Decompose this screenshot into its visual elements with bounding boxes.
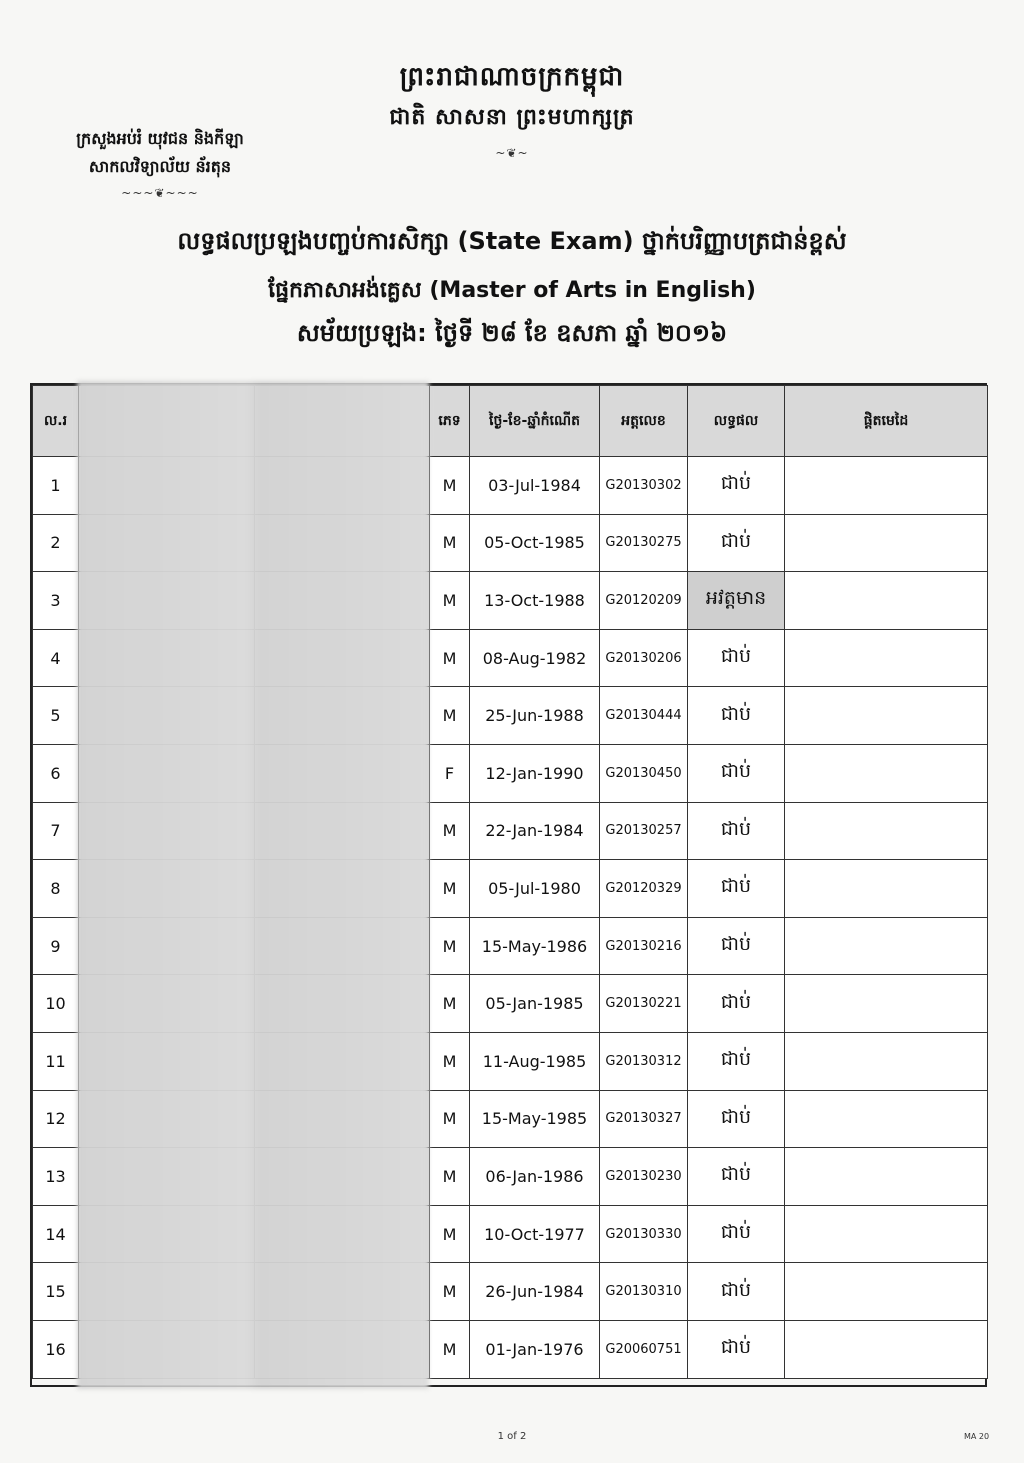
- cell-dob: 05-Jul-1980: [470, 860, 600, 918]
- cell-sex: M: [430, 1320, 470, 1378]
- cell-result: ជាប់: [688, 629, 785, 687]
- cell-signature: [785, 802, 988, 860]
- cell-no: 7: [33, 802, 79, 860]
- cell-sex: M: [430, 1263, 470, 1321]
- cell-id: G20130444: [600, 687, 688, 745]
- cell-id: G20130330: [600, 1205, 688, 1263]
- cell-no: 14: [33, 1205, 79, 1263]
- cell-result: ជាប់: [688, 917, 785, 975]
- cell-sex: F: [430, 744, 470, 802]
- cell-signature: [785, 917, 988, 975]
- cell-result: ជាប់: [688, 1205, 785, 1263]
- cell-id: G20130327: [600, 1090, 688, 1148]
- cell-dob: 05-Oct-1985: [470, 514, 600, 572]
- cell-sex: M: [430, 860, 470, 918]
- cell-no: 1: [33, 457, 79, 515]
- cell-sex: M: [430, 802, 470, 860]
- cell-sex: M: [430, 917, 470, 975]
- cell-no: 10: [33, 975, 79, 1033]
- header-sex: ភេទ: [430, 386, 470, 457]
- cell-dob: 03-Jul-1984: [470, 457, 600, 515]
- document-subtitle: ផ្នែកភាសាអង់គ្លេស (Master of Arts in English): [268, 278, 756, 303]
- cell-result: ជាប់: [688, 687, 785, 745]
- cell-sex: M: [430, 975, 470, 1033]
- header-id: អត្តលេខ: [600, 386, 688, 457]
- cell-result: ជាប់: [688, 802, 785, 860]
- cell-result: ជាប់: [688, 975, 785, 1033]
- cell-id: G20130230: [600, 1148, 688, 1206]
- kingdom-heading: ព្រះរាជាណាចក្រកម្ពុជា: [399, 62, 625, 92]
- cell-no: 9: [33, 917, 79, 975]
- cell-sex: M: [430, 1090, 470, 1148]
- cell-result: ជាប់: [688, 514, 785, 572]
- cell-no: 13: [33, 1148, 79, 1206]
- cell-sex: M: [430, 1032, 470, 1090]
- document-code: MA 20: [964, 1432, 990, 1441]
- cell-sex: M: [430, 687, 470, 745]
- cell-dob: 11-Aug-1985: [470, 1032, 600, 1090]
- cell-no: 11: [33, 1032, 79, 1090]
- cell-sex: M: [430, 572, 470, 630]
- ornament-left-icon: ~~~❦~~~: [121, 186, 199, 200]
- cell-signature: [785, 1320, 988, 1378]
- cell-dob: 25-Jun-1988: [470, 687, 600, 745]
- cell-result: អវត្តមាន: [688, 572, 785, 630]
- cell-signature: [785, 1090, 988, 1148]
- cell-dob: 26-Jun-1984: [470, 1263, 600, 1321]
- cell-id: G20130302: [600, 457, 688, 515]
- cell-signature: [785, 514, 988, 572]
- cell-sex: M: [430, 1148, 470, 1206]
- cell-id: G20120329: [600, 860, 688, 918]
- redaction-blur: [77, 381, 429, 1389]
- cell-no: 12: [33, 1090, 79, 1148]
- cell-no: 8: [33, 860, 79, 918]
- ornament-divider-icon: ~❦~: [495, 146, 529, 160]
- cell-result: ជាប់: [688, 1320, 785, 1378]
- cell-id: G20130310: [600, 1263, 688, 1321]
- cell-signature: [785, 1263, 988, 1321]
- cell-no: 3: [33, 572, 79, 630]
- cell-dob: 08-Aug-1982: [470, 629, 600, 687]
- cell-result: ជាប់: [688, 860, 785, 918]
- cell-signature: [785, 860, 988, 918]
- cell-no: 6: [33, 744, 79, 802]
- cell-id: G20120209: [600, 572, 688, 630]
- header-result: លទ្ធផល: [688, 386, 785, 457]
- cell-signature: [785, 687, 988, 745]
- cell-signature: [785, 1148, 988, 1206]
- cell-id: G20130275: [600, 514, 688, 572]
- cell-dob: 22-Jan-1984: [470, 802, 600, 860]
- cell-result: ជាប់: [688, 1032, 785, 1090]
- cell-id: G20130450: [600, 744, 688, 802]
- header-dob: ថ្ងៃ-ខែ-ឆ្នាំកំណើត: [470, 386, 600, 457]
- cell-sex: M: [430, 629, 470, 687]
- cell-signature: [785, 1205, 988, 1263]
- cell-signature: [785, 744, 988, 802]
- cell-dob: 15-May-1985: [470, 1090, 600, 1148]
- cell-result: ជាប់: [688, 1148, 785, 1206]
- header-no: ល.រ: [33, 386, 79, 457]
- cell-result: ជាប់: [688, 1263, 785, 1321]
- cell-no: 2: [33, 514, 79, 572]
- cell-signature: [785, 629, 988, 687]
- cell-sex: M: [430, 514, 470, 572]
- cell-signature: [785, 572, 988, 630]
- cell-no: 15: [33, 1263, 79, 1321]
- document-title: លទ្ធផលប្រឡងបញ្ចប់ការសិក្សា (State Exam) ថ្នាក់បរិញ្ញាបត្រជាន់ខ្ពស់: [177, 227, 847, 255]
- cell-id: G20130221: [600, 975, 688, 1033]
- cell-dob: 01-Jan-1976: [470, 1320, 600, 1378]
- cell-dob: 12-Jan-1990: [470, 744, 600, 802]
- cell-dob: 05-Jan-1985: [470, 975, 600, 1033]
- cell-id: G20130206: [600, 629, 688, 687]
- university-name: សាកលវិទ្យាល័យ ន័រតុន: [88, 157, 232, 176]
- cell-result: ជាប់: [688, 1090, 785, 1148]
- cell-id: G20060751: [600, 1320, 688, 1378]
- cell-sex: M: [430, 1205, 470, 1263]
- cell-dob: 06-Jan-1986: [470, 1148, 600, 1206]
- cell-id: G20130312: [600, 1032, 688, 1090]
- cell-no: 16: [33, 1320, 79, 1378]
- cell-id: G20130216: [600, 917, 688, 975]
- cell-result: ជាប់: [688, 457, 785, 515]
- cell-no: 4: [33, 629, 79, 687]
- cell-result: ជាប់: [688, 744, 785, 802]
- cell-sex: M: [430, 457, 470, 515]
- cell-signature: [785, 975, 988, 1033]
- motto-heading: ជាតិ សាសនា ព្រះមហាក្សត្រ: [389, 105, 635, 130]
- ministry-name: ក្រសួងអប់រំ យុវជន និងកីឡា: [76, 129, 244, 148]
- cell-no: 5: [33, 687, 79, 745]
- page-number: 1 of 2: [497, 1431, 527, 1442]
- cell-signature: [785, 1032, 988, 1090]
- cell-id: G20130257: [600, 802, 688, 860]
- cell-dob: 15-May-1986: [470, 917, 600, 975]
- cell-dob: 10-Oct-1977: [470, 1205, 600, 1263]
- exam-session: សម័យប្រឡង: ថ្ងៃទី ២៨ ខែ ឧសភា ឆ្នាំ ២០១៦: [296, 319, 728, 347]
- header-signature: ផ្ដិតមេដៃ: [785, 386, 988, 457]
- cell-signature: [785, 457, 988, 515]
- cell-dob: 13-Oct-1988: [470, 572, 600, 630]
